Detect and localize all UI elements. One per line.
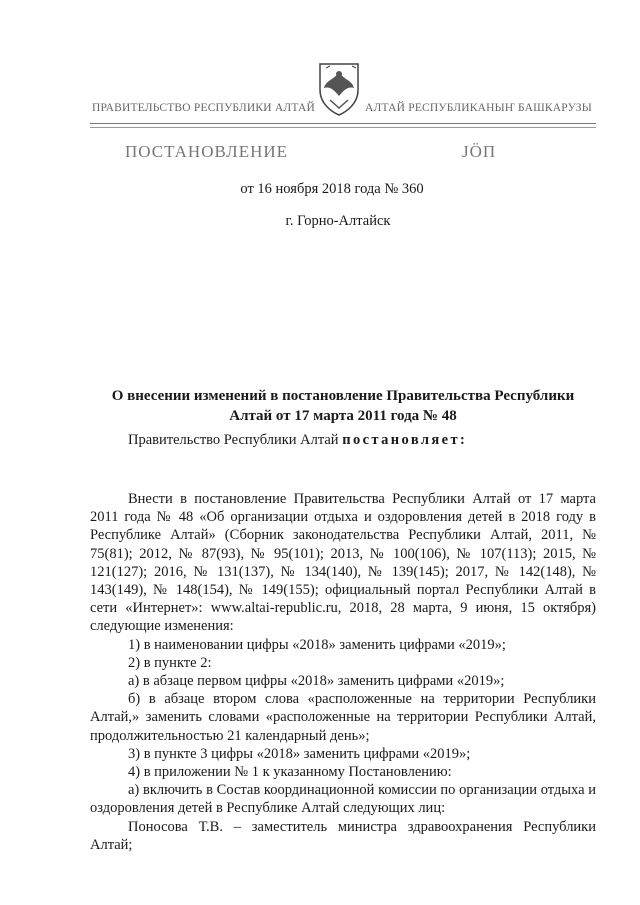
header-divider	[90, 123, 596, 124]
header-org-alt: АЛТАЙ РЕСПУБЛИКАНЫҤ БАШКАРУЗЫ	[365, 102, 592, 114]
body-paragraph: Внести в постановление Правительства Республики Алтай от 17 марта 2011 года № 48 «Об организации отдыха и оздоровления детей в 2018 году в Республике Алтай» (Сборник законодательства Республики Алтай, 2011, № 75(81); 2012, № 87(93), № 95(101); 2013, № 100(106), № 107(113); 2015, № 121(127); 2016, № 131(137), № 134(140), № 139(145); 2017, № 142(148), № 143(149), № 148(154), № 149(155); официальный портал Республики Алтай в сети «Интернет»: www.altai-republic.ru, 2018, 28 марта, 9 июня, 15 октября) следующие изменения:	[90, 491, 596, 635]
decree-verb: постановляет:	[342, 432, 468, 448]
list-item-4: 4) в приложении № 1 к указанному Постановлению:	[128, 764, 452, 781]
decree-line	[128, 432, 467, 449]
list-item-2a: а) в абзаце первом цифры «2018» заменить цифрами «2019»;	[128, 673, 505, 690]
document-title	[90, 386, 596, 426]
list-item-2: 2) в пункте 2:	[128, 654, 212, 671]
altai-coat-of-arms-icon	[316, 60, 362, 116]
document-date: от 16 ноября 2018 года № 360	[240, 181, 424, 197]
document-city: г. Горно-Алтайск	[285, 213, 391, 229]
list-item-4a: а) включить в Состав координационной комиссии по организации отдыха и оздоровления детей в Республике Алтай следующих лиц:	[90, 782, 596, 817]
header-org-ru: ПРАВИТЕЛЬСТВО РЕСПУБЛИКИ АЛТАЙ	[92, 102, 316, 114]
title-line-1: О внесении изменений в постановление Правительства Республики	[111, 388, 575, 404]
person-entry: Поносова Т.В. – заместитель министра здравоохранения Республики Алтай;	[90, 818, 596, 853]
list-item-2b: б) в абзаце втором слова «расположенные на территории Республики Алтай,» заменить словами «расположенные на территории Республики Алтай, продолжительностью 21 календарный день»;	[90, 691, 596, 744]
doc-type-ru: ПОСТАНОВЛЕНИЕ	[125, 142, 289, 161]
document-body	[90, 490, 596, 854]
decree-subject: Правительство Республики Алтай	[128, 432, 343, 448]
list-item-3: 3) в пункте 3 цифры «2018» заменить цифрами «2019»;	[128, 745, 471, 762]
list-item-1: 1) в наименовании цифры «2018» заменить цифрами «2019»;	[128, 636, 506, 653]
header-divider-secondary	[90, 127, 596, 128]
title-line-2: Алтай от 17 марта 2011 года № 48	[229, 408, 457, 424]
doc-type-alt: JÖП	[462, 142, 497, 161]
